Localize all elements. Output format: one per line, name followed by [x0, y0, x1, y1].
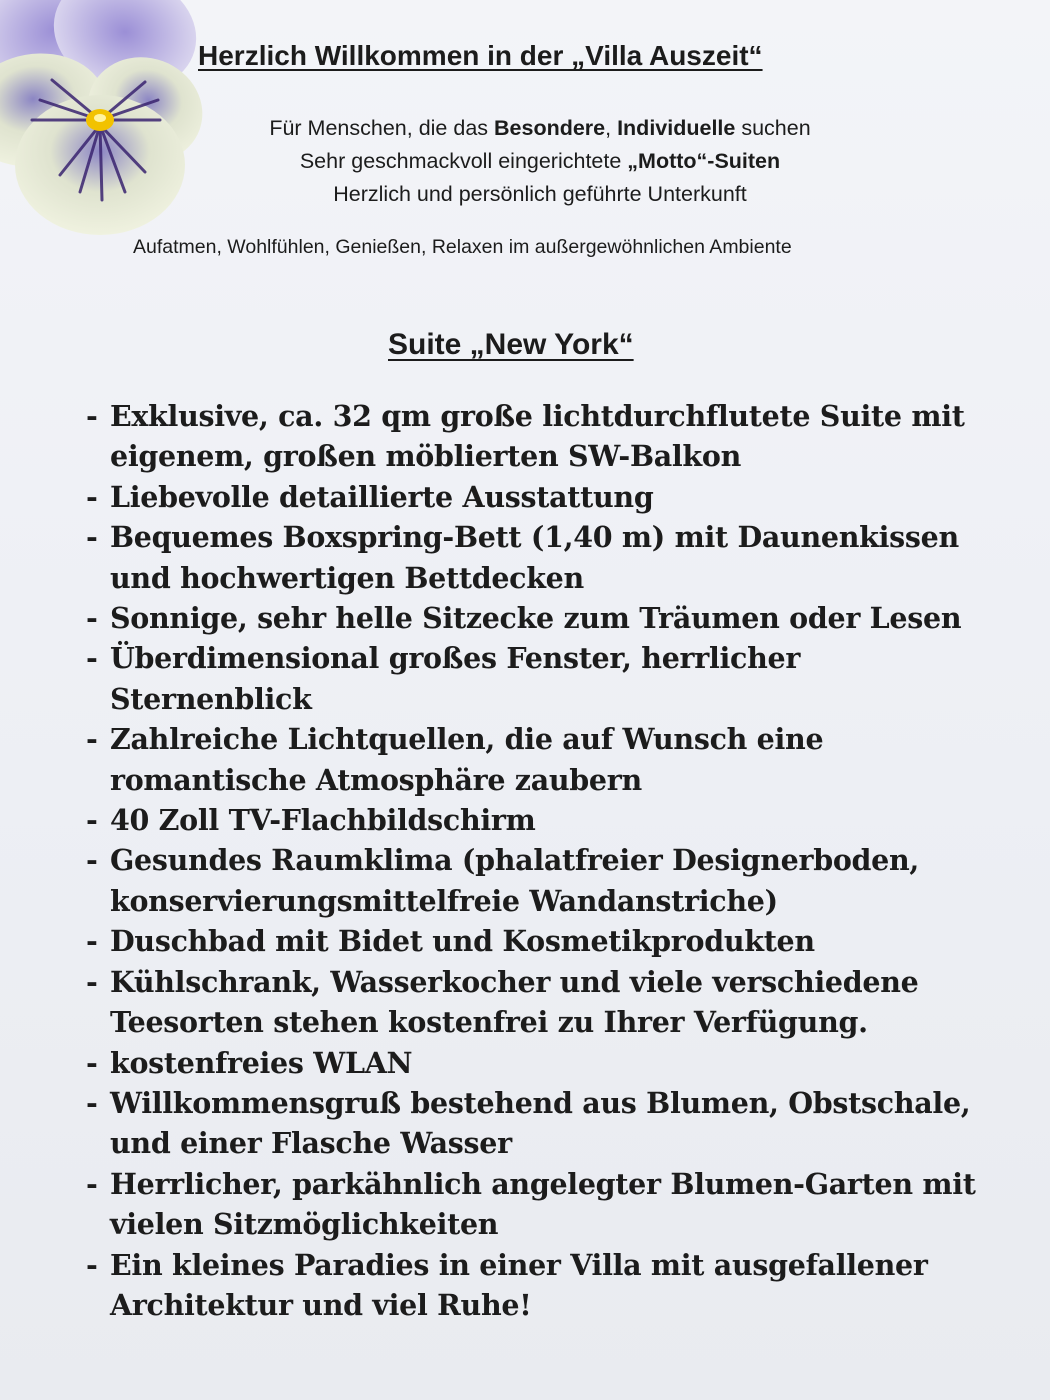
bullet-dash: - — [86, 641, 98, 676]
bullet-dash: - — [86, 924, 98, 959]
feature-text: Überdimensional großes Fenster, herrlicher Sternenblick — [110, 641, 801, 716]
feature-text: Herrlicher, parkähnlich angelegter Blumen-Garten mit vielen Sitzmöglichkeiten — [110, 1166, 976, 1242]
bullet-dash: - — [86, 1247, 98, 1282]
feature-text: 40 Zoll TV-Flachbildschirm — [110, 803, 536, 838]
intro-text: suchen — [735, 116, 811, 140]
feature-list — [86, 396, 1006, 1325]
feature-item — [86, 1245, 1006, 1326]
bullet-dash: - — [86, 964, 98, 999]
intro-text: Für Menschen, die das — [269, 116, 494, 140]
intro-line-1 — [190, 112, 890, 145]
bullet-dash: - — [86, 601, 98, 636]
bullet-dash: - — [86, 803, 98, 838]
intro-text: Sehr geschmackvoll eingerichtete — [299, 149, 628, 173]
feature-text: kostenfreies WLAN — [110, 1045, 413, 1080]
intro-emphasis: „Motto“-Suiten — [627, 149, 781, 173]
bullet-dash: - — [86, 520, 98, 555]
bullet-dash: - — [86, 1166, 98, 1201]
pansy-flower-icon — [0, 0, 220, 250]
intro-text: , — [605, 116, 618, 140]
suite-title: Suite „New York“ — [388, 328, 634, 361]
feature-item — [86, 477, 1006, 517]
intro-block — [190, 112, 890, 211]
feature-text: Gesundes Raumklima (phalatfreier Designerboden, konservierungsmittelfreie Wandanstriche) — [110, 843, 920, 918]
feature-item — [86, 517, 1006, 598]
intro-emphasis: Individuelle — [617, 116, 736, 140]
feature-item — [86, 1164, 1006, 1245]
feature-item — [86, 396, 1006, 477]
feature-item — [86, 1083, 1006, 1164]
feature-item — [86, 719, 1006, 800]
bullet-dash: - — [86, 1045, 98, 1080]
feature-text: Willkommensgruß bestehend aus Blumen, Obstschale, und einer Flasche Wasser — [110, 1085, 971, 1161]
bullet-dash: - — [86, 399, 98, 433]
feature-item — [86, 598, 1006, 638]
feature-text: Exklusive, ca. 32 qm große lichtdurchflutete Suite mit eigenem, großen möblierten SW-Balkon — [110, 399, 965, 474]
intro-line-2 — [190, 145, 890, 178]
tagline: Aufatmen, Wohlfühlen, Genießen, Relaxen im außergewöhnlichen Ambiente — [133, 236, 792, 258]
feature-item — [86, 1043, 1006, 1083]
feature-item — [86, 638, 1006, 719]
feature-item — [86, 921, 1006, 961]
welcome-title: Herzlich Willkommen in der „Villa Auszeit“ — [198, 40, 763, 71]
feature-text: Liebevolle detaillierte Ausstattung — [110, 479, 654, 514]
bullet-dash: - — [86, 843, 98, 878]
feature-text: Bequemes Boxspring-Bett (1,40 m) mit Daunenkissen und hochwertigen Bettdecken — [110, 520, 959, 595]
bullet-dash: - — [86, 1085, 98, 1120]
feature-text: Zahlreiche Lichtquellen, die auf Wunsch eine romantische Atmosphäre zaubern — [110, 722, 824, 797]
feature-item — [86, 800, 1006, 840]
feature-item — [86, 962, 1006, 1043]
bullet-dash: - — [86, 479, 98, 514]
intro-line-3: Herzlich und persönlich geführte Unterkunft — [333, 182, 747, 206]
bullet-dash: - — [86, 722, 98, 757]
intro-emphasis: Besondere — [494, 116, 606, 140]
feature-item — [86, 840, 1006, 921]
feature-text: Kühlschrank, Wasserkocher und viele verschiedene Teesorten stehen kostenfrei zu Ihrer Verfügung. — [110, 964, 919, 1040]
feature-text: Duschbad mit Bidet und Kosmetikprodukten — [110, 924, 815, 959]
feature-text: Ein kleines Paradies in einer Villa mit ausgefallener Architektur und viel Ruhe! — [110, 1247, 928, 1322]
feature-text: Sonnige, sehr helle Sitzecke zum Träumen oder Lesen — [110, 601, 962, 636]
